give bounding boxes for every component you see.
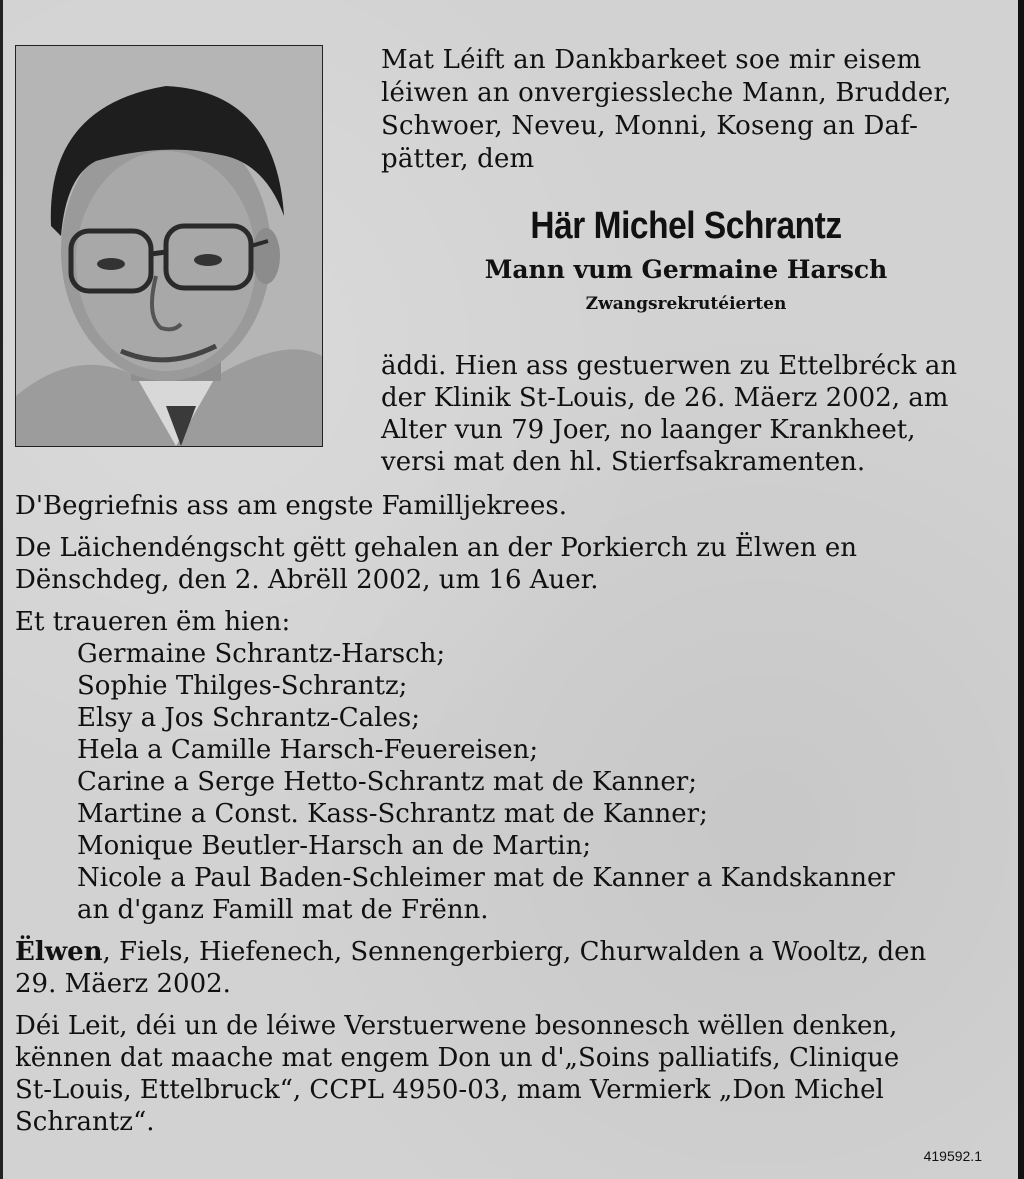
mourner-item: Monique Beutler-Harsch an de Martin; <box>77 831 592 861</box>
spouse-line: Mann vum Germaine Harsch <box>484 255 888 284</box>
places-date-line: 29. Mäerz 2002. <box>15 969 231 999</box>
intro-line: Schwoer, Neveu, Monni, Koseng an Daf- <box>381 111 919 141</box>
mourner-item: Carine a Serge Hetto-Schrantz mat de Kanner; <box>77 767 697 797</box>
funeral-paragraph <box>15 490 995 522</box>
mourners-paragraph <box>15 606 995 926</box>
funeral-line: D'Begriefnis ass am engste Familljekrees. <box>15 491 568 521</box>
donation-line: Déi Leit, déi un de léiwe Verstuerwene besonnesch wëllen denken, <box>15 1011 898 1041</box>
deceased-subtitle: Zwangsrekrutéierten <box>585 294 787 314</box>
intro-line: pätter, dem <box>381 144 535 174</box>
donation-line: St-Louis, Ettelbruck“, CCPL 4950-03, mam Vermierk „Don Michel <box>15 1075 884 1105</box>
mourner-item: an d'ganz Famill mat de Frënn. <box>77 895 489 925</box>
places-rest: , Fiels, Hiefenech, Sennengerbierg, Churwalden a Wooltz, den <box>102 937 927 967</box>
mourner-item: Sophie Thilges-Schrantz; <box>77 671 408 701</box>
mourner-item: Germaine Schrantz-Harsch; <box>77 639 446 669</box>
places-paragraph <box>15 936 995 1000</box>
intro-line: léiwen an onvergiessleche Mann, Brudder, <box>381 78 952 108</box>
intro-line: Mat Léift an Dankbarkeet soe mir eisem <box>381 45 922 75</box>
donation-line: kënnen dat maache mat engem Don un d'„Soins palliatifs, Clinique <box>15 1043 900 1073</box>
mourner-item: Elsy a Jos Schrantz-Cales; <box>77 703 420 733</box>
mourners-intro: Et traueren ëm hien: <box>15 607 291 637</box>
place-bold: Ëlwen <box>15 937 103 967</box>
places-line <box>15 936 995 968</box>
mourner-item: Hela a Camille Harsch-Feuereisen; <box>77 735 539 765</box>
mass-line: De Läichendéngscht gëtt gehalen an der Porkierch zu Ëlwen en <box>15 533 857 563</box>
mourners-list <box>77 638 995 926</box>
mass-paragraph <box>15 532 995 596</box>
donation-line: Schrantz“. <box>15 1107 155 1137</box>
death-line: äddi. Hien ass gestuerwen zu Ettelbréck an <box>381 351 958 381</box>
mourner-item: Martine a Const. Kass-Schrantz mat de Kanner; <box>77 799 708 829</box>
mourner-item: Nicole a Paul Baden-Schleimer mat de Kanner a Kandskanner <box>77 863 895 893</box>
mass-line: Dënschdeg, den 2. Abrëll 2002, um 16 Auer. <box>15 565 599 595</box>
death-line: der Klinik St-Louis, de 26. Mäerz 2002, am <box>381 383 949 413</box>
death-announcement <box>381 350 991 478</box>
donation-paragraph <box>15 1010 995 1138</box>
reference-number: 419592.1 <box>923 1148 982 1164</box>
deceased-name: Här Michel Schrantz <box>530 205 842 247</box>
death-line: Alter vun 79 Joer, no laanger Krankheet, <box>381 415 916 445</box>
intro-text <box>381 44 991 176</box>
death-line: versi mat den hl. Stierfsakramenten. <box>381 447 866 477</box>
notice-body <box>15 490 995 1148</box>
portrait-photo <box>15 45 323 447</box>
